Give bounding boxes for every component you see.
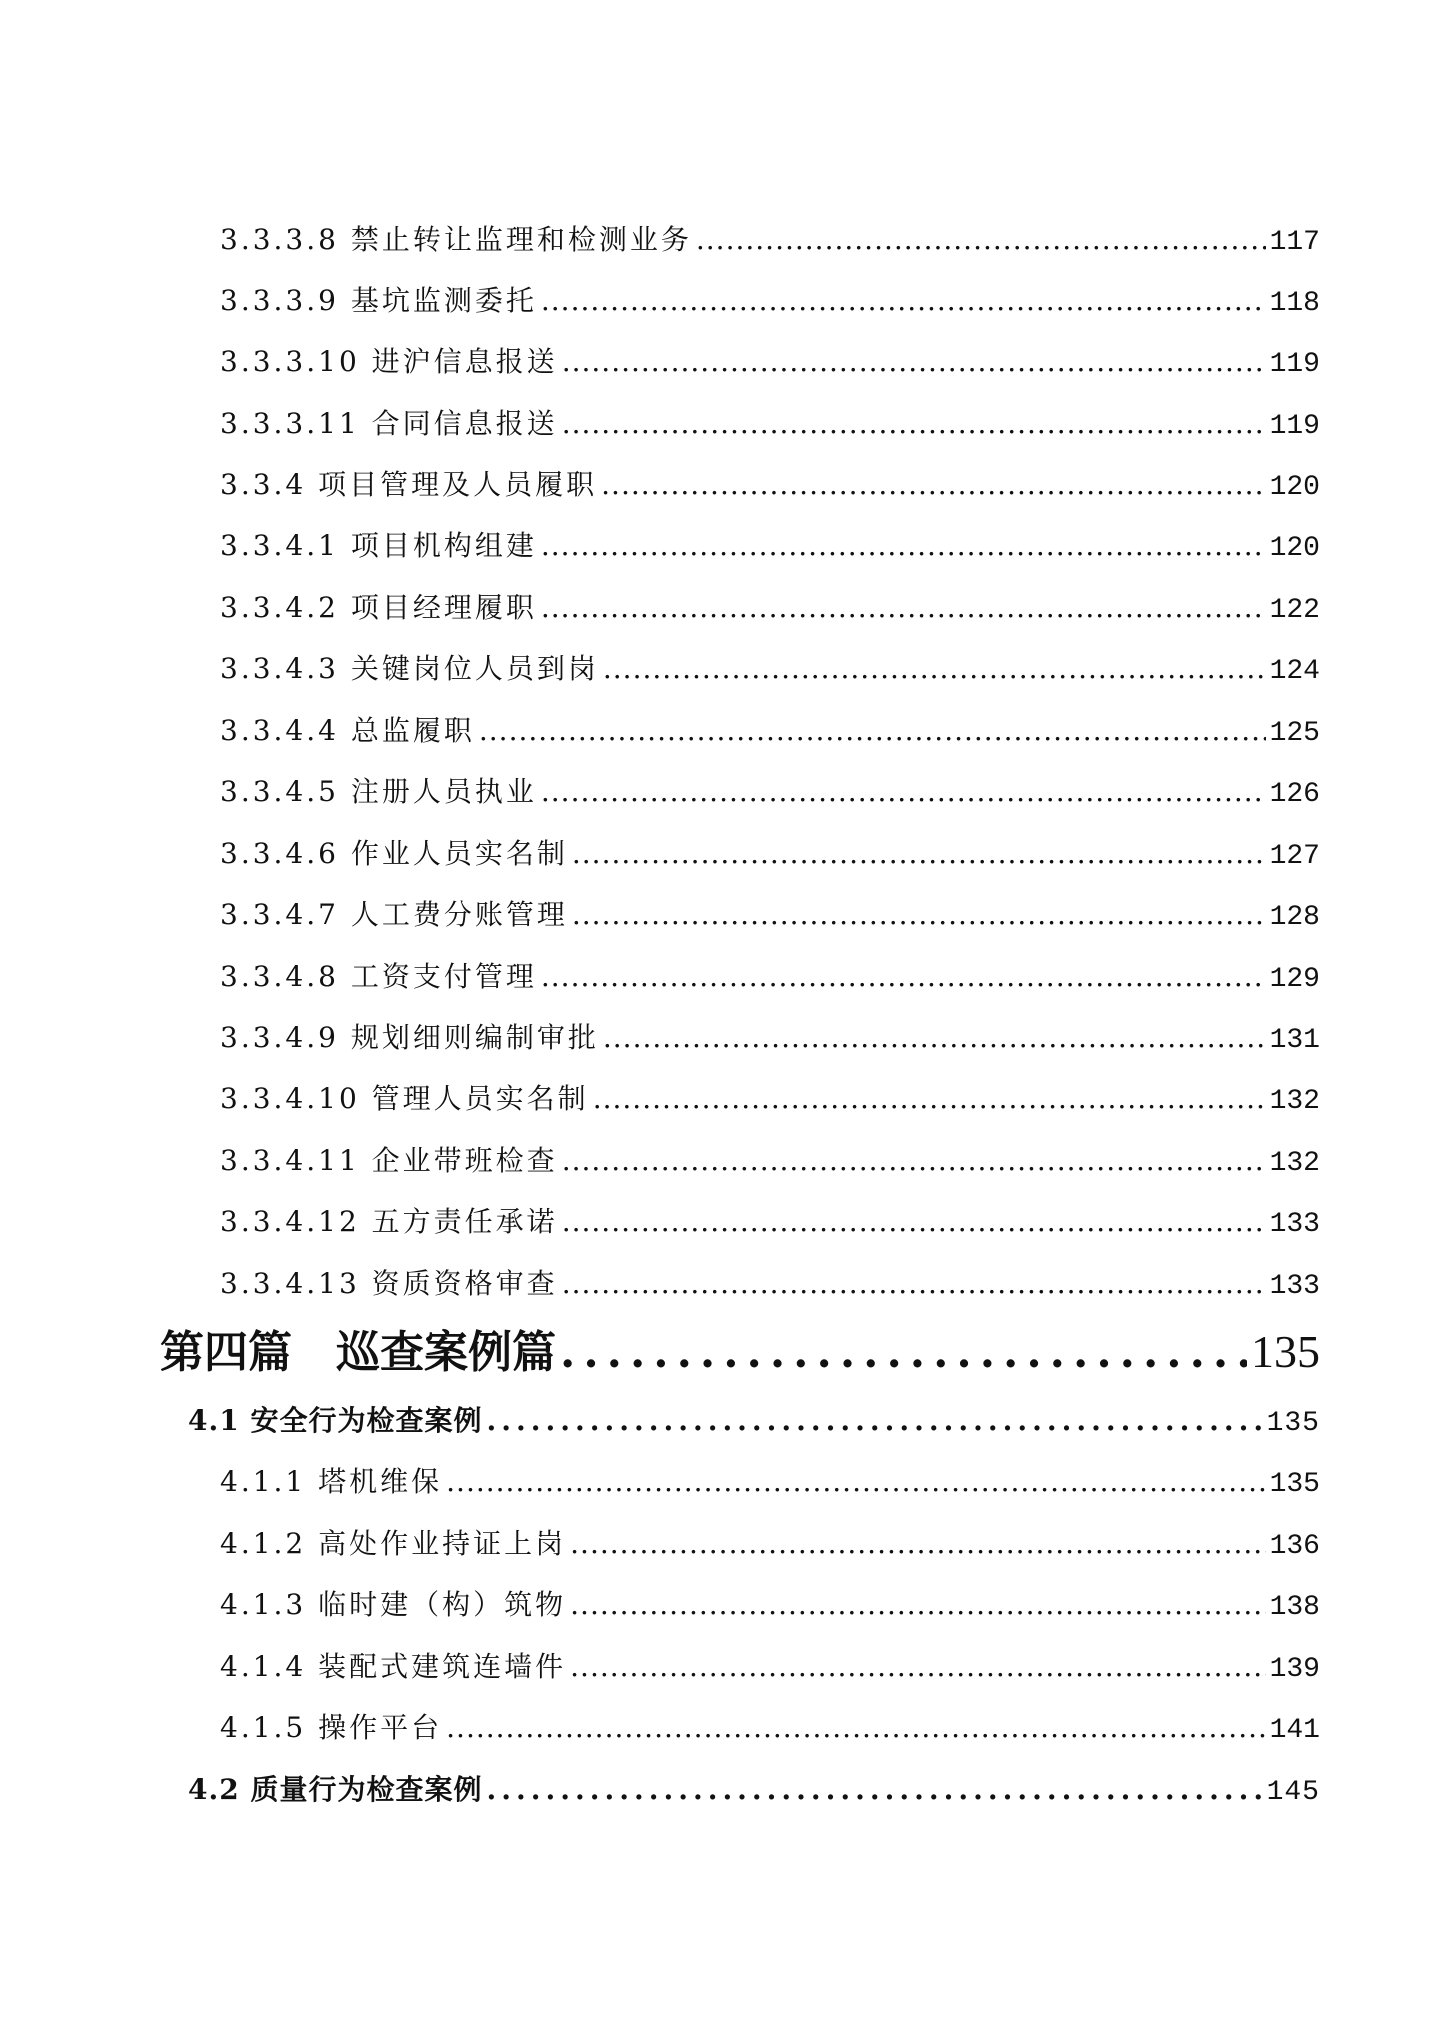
toc-entry-title: 4.1.5 操作平台 (220, 1711, 443, 1744)
toc-entry (220, 279, 1320, 319)
toc-entry-page: 132 (1269, 1086, 1320, 1117)
toc-entry (220, 955, 1320, 995)
toc-entry-title: 3.3.4.1 项目机构组建 (220, 529, 537, 562)
dot-leader (541, 591, 1266, 624)
toc-entry-page: 135 (1251, 1326, 1320, 1377)
toc-entry-title: 3.3.4.3 关键岗位人员到岗 (220, 652, 599, 685)
toc-entry-title: 3.3.4.4 总监履职 (220, 714, 475, 747)
toc-entry (220, 709, 1320, 749)
dot-leader (486, 1773, 1262, 1806)
dot-leader (572, 898, 1266, 931)
toc-entry-page: 124 (1269, 656, 1320, 687)
dot-leader (562, 1267, 1266, 1300)
toc-entry-page: 120 (1269, 472, 1320, 503)
toc-entry (220, 586, 1320, 626)
dot-leader (562, 1144, 1266, 1177)
toc-entry-title: 3.3.3.8 禁止转让监理和检测业务 (220, 223, 692, 256)
toc-entry-title: 3.3.3.10 进沪信息报送 (220, 345, 558, 378)
toc-entry (220, 340, 1320, 380)
toc-section-heading (188, 1768, 1320, 1808)
toc-entry-title: 3.3.3.9 基坑监测委托 (220, 284, 537, 317)
toc-section-heading (188, 1399, 1320, 1439)
dot-leader (603, 1021, 1266, 1054)
toc-entry-page: 133 (1269, 1271, 1320, 1302)
toc-entry-title: 3.3.4.6 作业人员实名制 (220, 837, 568, 870)
dot-leader (572, 837, 1266, 870)
dot-leader (446, 1711, 1265, 1744)
toc-entry-title: 3.3.4.13 资质资格审查 (220, 1267, 558, 1300)
toc-entry-page: 138 (1269, 1592, 1320, 1623)
toc-entry (220, 770, 1320, 810)
toc-entry-page: 120 (1269, 533, 1320, 564)
toc-part-heading (160, 1316, 1320, 1380)
dot-leader (562, 345, 1266, 378)
dot-leader (562, 1205, 1266, 1238)
toc-entry (220, 1460, 1320, 1500)
toc-entry-page: 139 (1269, 1654, 1320, 1685)
toc-entry-page: 131 (1269, 1025, 1320, 1056)
toc-entry (220, 1706, 1320, 1746)
dot-leader (570, 1588, 1265, 1621)
dot-leader (446, 1465, 1265, 1498)
toc-entry-page: 141 (1269, 1715, 1320, 1746)
toc-entry-title: 4.1 安全行为检查案例 (188, 1404, 483, 1437)
toc-entry (220, 1645, 1320, 1685)
dot-leader (562, 407, 1266, 440)
dot-leader (593, 1082, 1266, 1115)
toc-entry-title: 3.3.4.2 项目经理履职 (220, 591, 537, 624)
toc-entry-page: 117 (1269, 227, 1320, 258)
toc-entry-title: 3.3.4.9 规划细则编制审批 (220, 1021, 599, 1054)
toc-entry-page: 145 (1266, 1777, 1320, 1808)
toc-entry-title: 4.1.4 装配式建筑连墙件 (220, 1650, 567, 1683)
toc-entry (220, 832, 1320, 872)
toc-entry-title: 3.3.4 项目管理及人员履职 (220, 468, 598, 501)
dot-leader (570, 1527, 1265, 1560)
toc-entry (220, 524, 1320, 564)
toc-entry-title: 3.3.4.7 人工费分账管理 (220, 898, 568, 931)
toc-entry (220, 1200, 1320, 1240)
dot-leader (570, 1650, 1265, 1683)
toc-entry-title: 3.3.3.11 合同信息报送 (220, 407, 558, 440)
toc-entry-title: 4.1.3 临时建（构）筑物 (220, 1588, 567, 1621)
toc-entry (220, 647, 1320, 687)
toc-entry (220, 463, 1320, 503)
toc-entry-page: 122 (1269, 595, 1320, 626)
toc-entry-page: 136 (1269, 1531, 1320, 1562)
toc-entry (220, 1522, 1320, 1562)
toc-entry-title: 4.2 质量行为检查案例 (188, 1773, 483, 1806)
toc-entry-page: 127 (1269, 841, 1320, 872)
toc-entry-page: 135 (1269, 1469, 1320, 1500)
toc-entry (220, 1139, 1320, 1179)
toc-entry-page: 129 (1269, 964, 1320, 995)
toc-entry (220, 1583, 1320, 1623)
dot-leader (541, 775, 1266, 808)
toc-entry-page: 128 (1269, 902, 1320, 933)
toc-entry (220, 402, 1320, 442)
toc-entry-title: 4.1.1 塔机维保 (220, 1465, 443, 1498)
dot-leader (479, 714, 1266, 747)
toc-entry-page: 126 (1269, 779, 1320, 810)
toc-entry-page: 135 (1266, 1408, 1320, 1439)
toc-entry-page: 119 (1269, 411, 1320, 442)
dot-leader (486, 1404, 1262, 1437)
dot-leader (541, 284, 1266, 317)
toc-entry-title: 第四篇 巡查案例篇 (160, 1327, 556, 1378)
toc-entry-title: 4.1.2 高处作业持证上岗 (220, 1527, 567, 1560)
dot-leader (601, 468, 1265, 501)
toc-entry-page: 118 (1269, 288, 1320, 319)
dot-leader (603, 652, 1266, 685)
toc-entry-page: 119 (1269, 349, 1320, 380)
dot-leader (696, 223, 1266, 256)
dot-leader (541, 960, 1266, 993)
toc-entry-page: 132 (1269, 1148, 1320, 1179)
toc-entry (220, 1016, 1320, 1056)
toc-entry (220, 1077, 1320, 1117)
toc-entry (220, 218, 1320, 258)
toc-entry-page: 133 (1269, 1209, 1320, 1240)
toc-entry (220, 1262, 1320, 1302)
toc-entry-title: 3.3.4.5 注册人员执业 (220, 775, 537, 808)
toc-entry (220, 893, 1320, 933)
dot-leader (560, 1327, 1247, 1378)
toc-entry-page: 125 (1269, 718, 1320, 749)
toc-entry-title: 3.3.4.8 工资支付管理 (220, 960, 537, 993)
toc-entry-title: 3.3.4.11 企业带班检查 (220, 1144, 558, 1177)
dot-leader (541, 529, 1266, 562)
toc-entry-title: 3.3.4.12 五方责任承诺 (220, 1205, 558, 1238)
toc-entry-title: 3.3.4.10 管理人员实名制 (220, 1082, 589, 1115)
